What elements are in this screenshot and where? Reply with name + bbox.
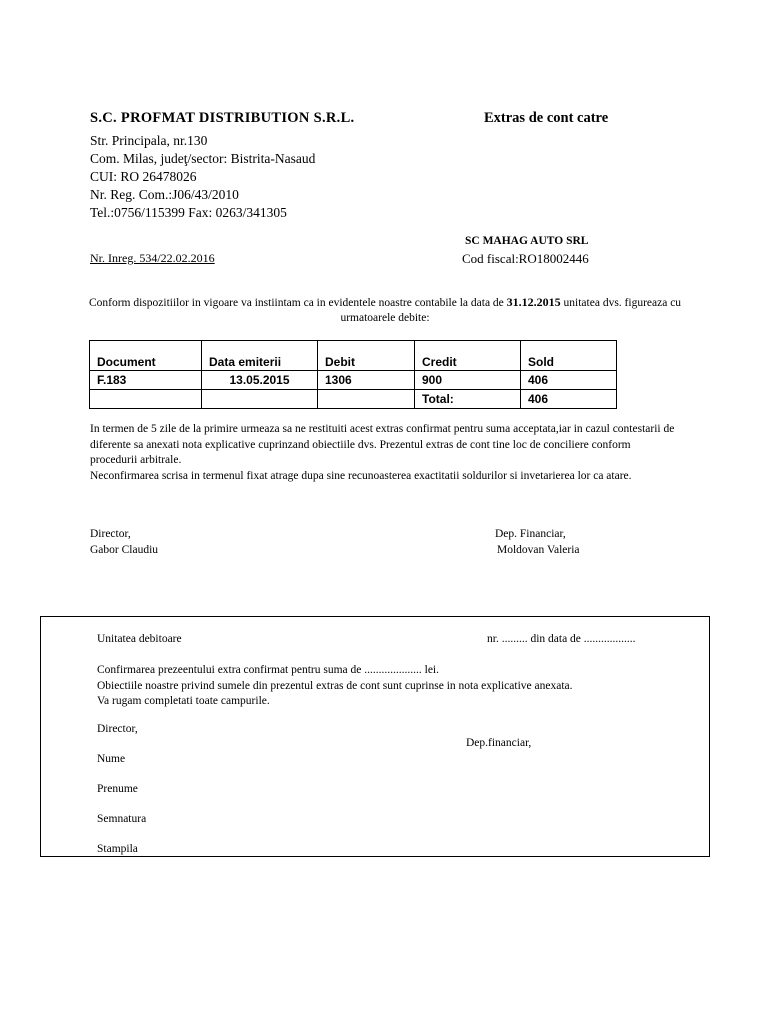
cell-credit: 900 xyxy=(415,371,521,390)
cell-empty xyxy=(202,390,318,409)
cell-issue-date: 13.05.2015 xyxy=(202,371,318,390)
signature-financial xyxy=(495,527,580,558)
header-balance: Sold xyxy=(521,341,617,371)
number-date-field: nr. ......... din data de .................. xyxy=(487,633,636,645)
header-issue-date: Data emiterii xyxy=(202,341,318,371)
intro-after: unitatea dvs. figureaza cu urmatoarele debite: xyxy=(340,297,682,324)
surname-field-label: Prenume xyxy=(97,783,138,795)
cell-document: F.183 xyxy=(90,371,202,390)
confirmation-line-3: Va rugam completati toate campurile. xyxy=(97,695,270,707)
signature-director xyxy=(90,527,158,558)
table-row xyxy=(90,371,617,390)
registration-number: Nr. Inreg. 534/22.02.2016 xyxy=(90,251,215,265)
box-financial-label: Dep.financiar, xyxy=(466,737,532,749)
name-field-label: Nume xyxy=(97,753,126,765)
stamp-field-label: Stampila xyxy=(97,843,138,855)
director-name: Gabor Claudiu xyxy=(90,543,159,556)
cell-debit: 1306 xyxy=(318,371,415,390)
box-director-label: Director, xyxy=(97,723,138,735)
financial-name: Moldovan Valeria xyxy=(497,543,580,556)
cell-total-label: Total: xyxy=(415,390,521,409)
document-title: Extras de cont catre xyxy=(484,110,609,126)
director-role: Director, xyxy=(90,528,131,540)
address-phone-fax: Tel.:0756/115399 Fax: 0263/341305 xyxy=(90,205,287,220)
intro-date: 31.12.2015 xyxy=(506,295,561,309)
terms-paragraph-1: In termen de 5 zile de la primire urmeaza sa ne restituiti acest extras confirmat pentru suma acceptata,iar in cazul contestarii de diferente sa anexati nota explicative cuprinzand obiectiile dvs. Prezentul extras de cont tine loc de conciliere conform procedurii arbitrale. xyxy=(90,423,675,466)
signature-field-label: Semnatura xyxy=(97,813,147,825)
table-total-row xyxy=(90,390,617,409)
company-address xyxy=(90,132,315,222)
address-cui: CUI: RO 26478026 xyxy=(90,169,197,184)
intro-paragraph xyxy=(80,295,690,326)
address-reg-com: Nr. Reg. Com.:J06/43/2010 xyxy=(90,187,239,202)
header-document: Document xyxy=(90,341,202,371)
company-name: S.C. PROFMAT DISTRIBUTION S.R.L. xyxy=(90,110,355,126)
cell-total-value: 406 xyxy=(521,390,617,409)
address-street: Str. Principala, nr.130 xyxy=(90,133,208,148)
debtor-unit-label: Unitatea debitoare xyxy=(97,633,182,645)
intro-before: Conform dispozitiilor in vigoare va instiintam ca in evidentele noastre contabile la data de xyxy=(88,297,507,309)
debts-table xyxy=(89,340,617,409)
cell-empty xyxy=(318,390,415,409)
header-debit: Debit xyxy=(318,341,415,371)
terms-paragraph-2: Neconfirmarea scrisa in termenul fixat atrage dupa sine recunoasterea exactitatii soldurilor si invetarierea lor ca atare. xyxy=(90,469,632,482)
confirmation-text xyxy=(97,663,573,710)
terms-text xyxy=(90,422,680,484)
confirmation-line-1: Confirmarea prezeentului extra confirmat pentru suma de .................... lei. xyxy=(97,664,440,676)
confirmation-line-2: Obiectiile noastre privind sumele din prezentul extras de cont sunt cuprinse in nota explicative anexata. xyxy=(97,679,573,692)
header-credit: Credit xyxy=(415,341,521,371)
address-commune: Com. Milas, judeţ/sector: Bistrita-Nasaud xyxy=(90,151,316,166)
cell-empty xyxy=(90,390,202,409)
recipient-name: SC MAHAG AUTO SRL xyxy=(465,235,589,247)
confirmation-box xyxy=(40,616,710,857)
table-header-row xyxy=(90,341,617,371)
cell-balance: 406 xyxy=(521,371,617,390)
financial-role: Dep. Financiar, xyxy=(495,528,566,540)
recipient-fiscal-code: Cod fiscal:RO18002446 xyxy=(462,251,589,266)
